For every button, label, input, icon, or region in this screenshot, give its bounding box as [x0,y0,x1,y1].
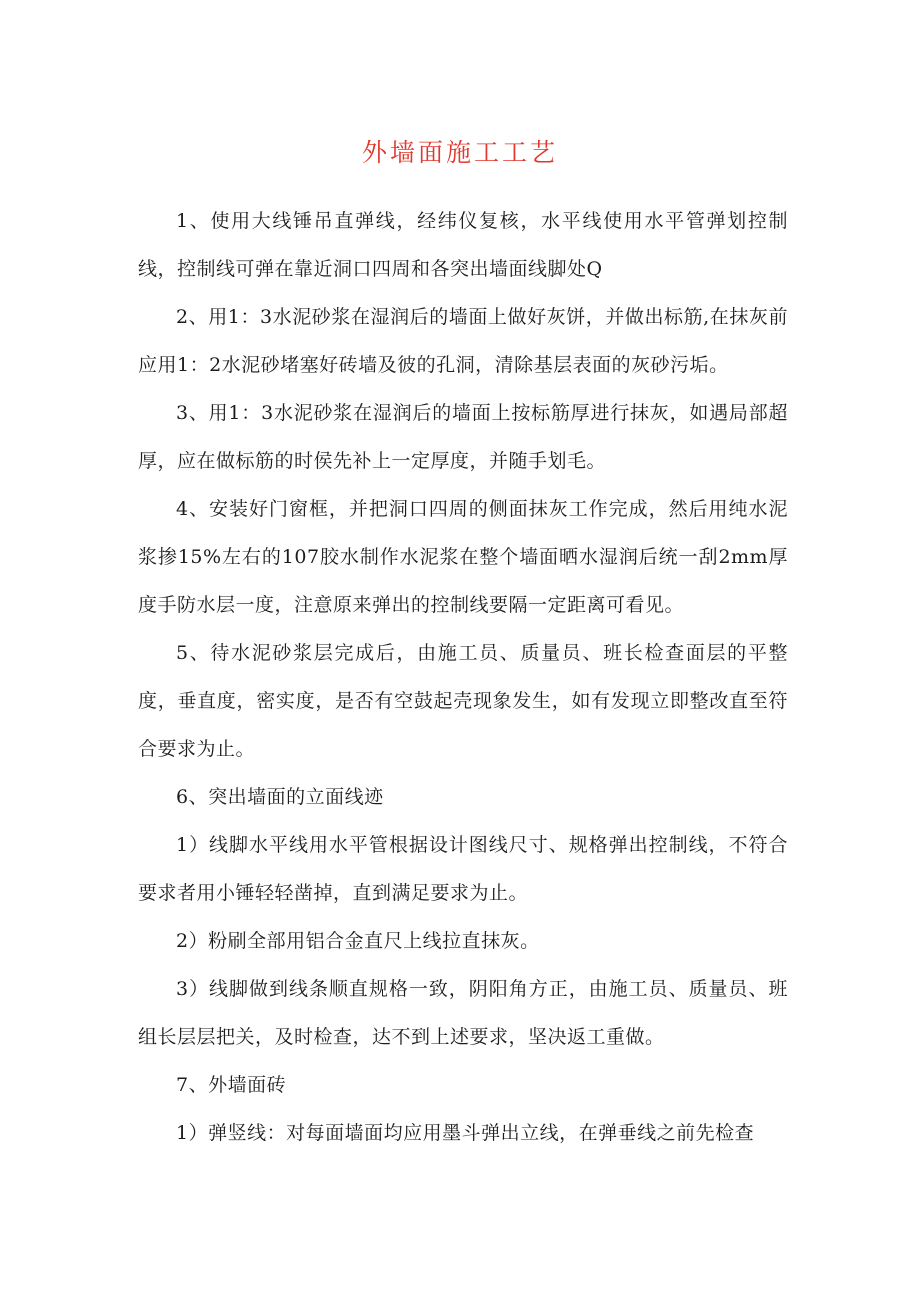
paragraph-6-1: 1）线脚水平线用水平管根据设计图线尺寸、规格弹出控制线，不符合要求者用小锤轻轻凿掉，直到满足要求为止。 [138,834,788,904]
paragraph-7-1: 1）弹竖线：对每面墙面均应用墨斗弹出立线，在弹垂线之前先检查 [176,1122,755,1144]
paragraph-1: 1、使用大线锤吊直弹线，经纬仪复核，水平线使用水平管弹划控制线，控制线可弹在靠近洞口四周和各突出墙面线脚处Q [138,210,788,280]
paragraph-6-2: 2）粉刷全部用铝合金直尺上线拉直抹灰。 [176,930,540,952]
paragraph-6-3: 3）线脚做到线条顺直规格一致，阴阳角方正，由施工员、质量员、班组长层层把关，及时检查，达不到上述要求，坚决返工重做。 [138,978,788,1048]
paragraph-5: 5、待水泥砂浆层完成后，由施工员、质量员、班长检查面层的平整度，垂直度，密实度，是否有空鼓起壳现象发生，如有发现立即整改直至符合要求为止。 [138,642,788,760]
paragraph-3: 3、用1：3水泥砂浆在湿润后的墙面上按标筋厚进行抹灰，如遇局部超厚，应在做标筋的时侯先补上一定厚度，并随手划毛。 [138,402,788,472]
paragraph-2: 2、用1：3水泥砂浆在湿润后的墙面上做好灰饼，并做出标筋,在抹灰前应用1：2水泥砂堵塞好砖墙及彼的孔洞，清除基层表面的灰砂污垢。 [138,306,788,376]
section-heading-6: 6、突出墙面的立面线迹 [176,786,384,808]
document-title: 外墙面施工工艺 [361,138,558,167]
section-heading-7: 7、外墙面砖 [176,1074,287,1096]
document-body [138,197,788,1157]
paragraph-4: 4、安装好门窗框，并把洞口四周的侧面抹灰工作完成，然后用纯水泥浆掺15%左右的107胶水制作水泥浆在整个墙面晒水湿润后统一刮2mm厚度手防水层一度，注意原来弹出的控制线要隔一定距离可看见。 [138,498,788,616]
